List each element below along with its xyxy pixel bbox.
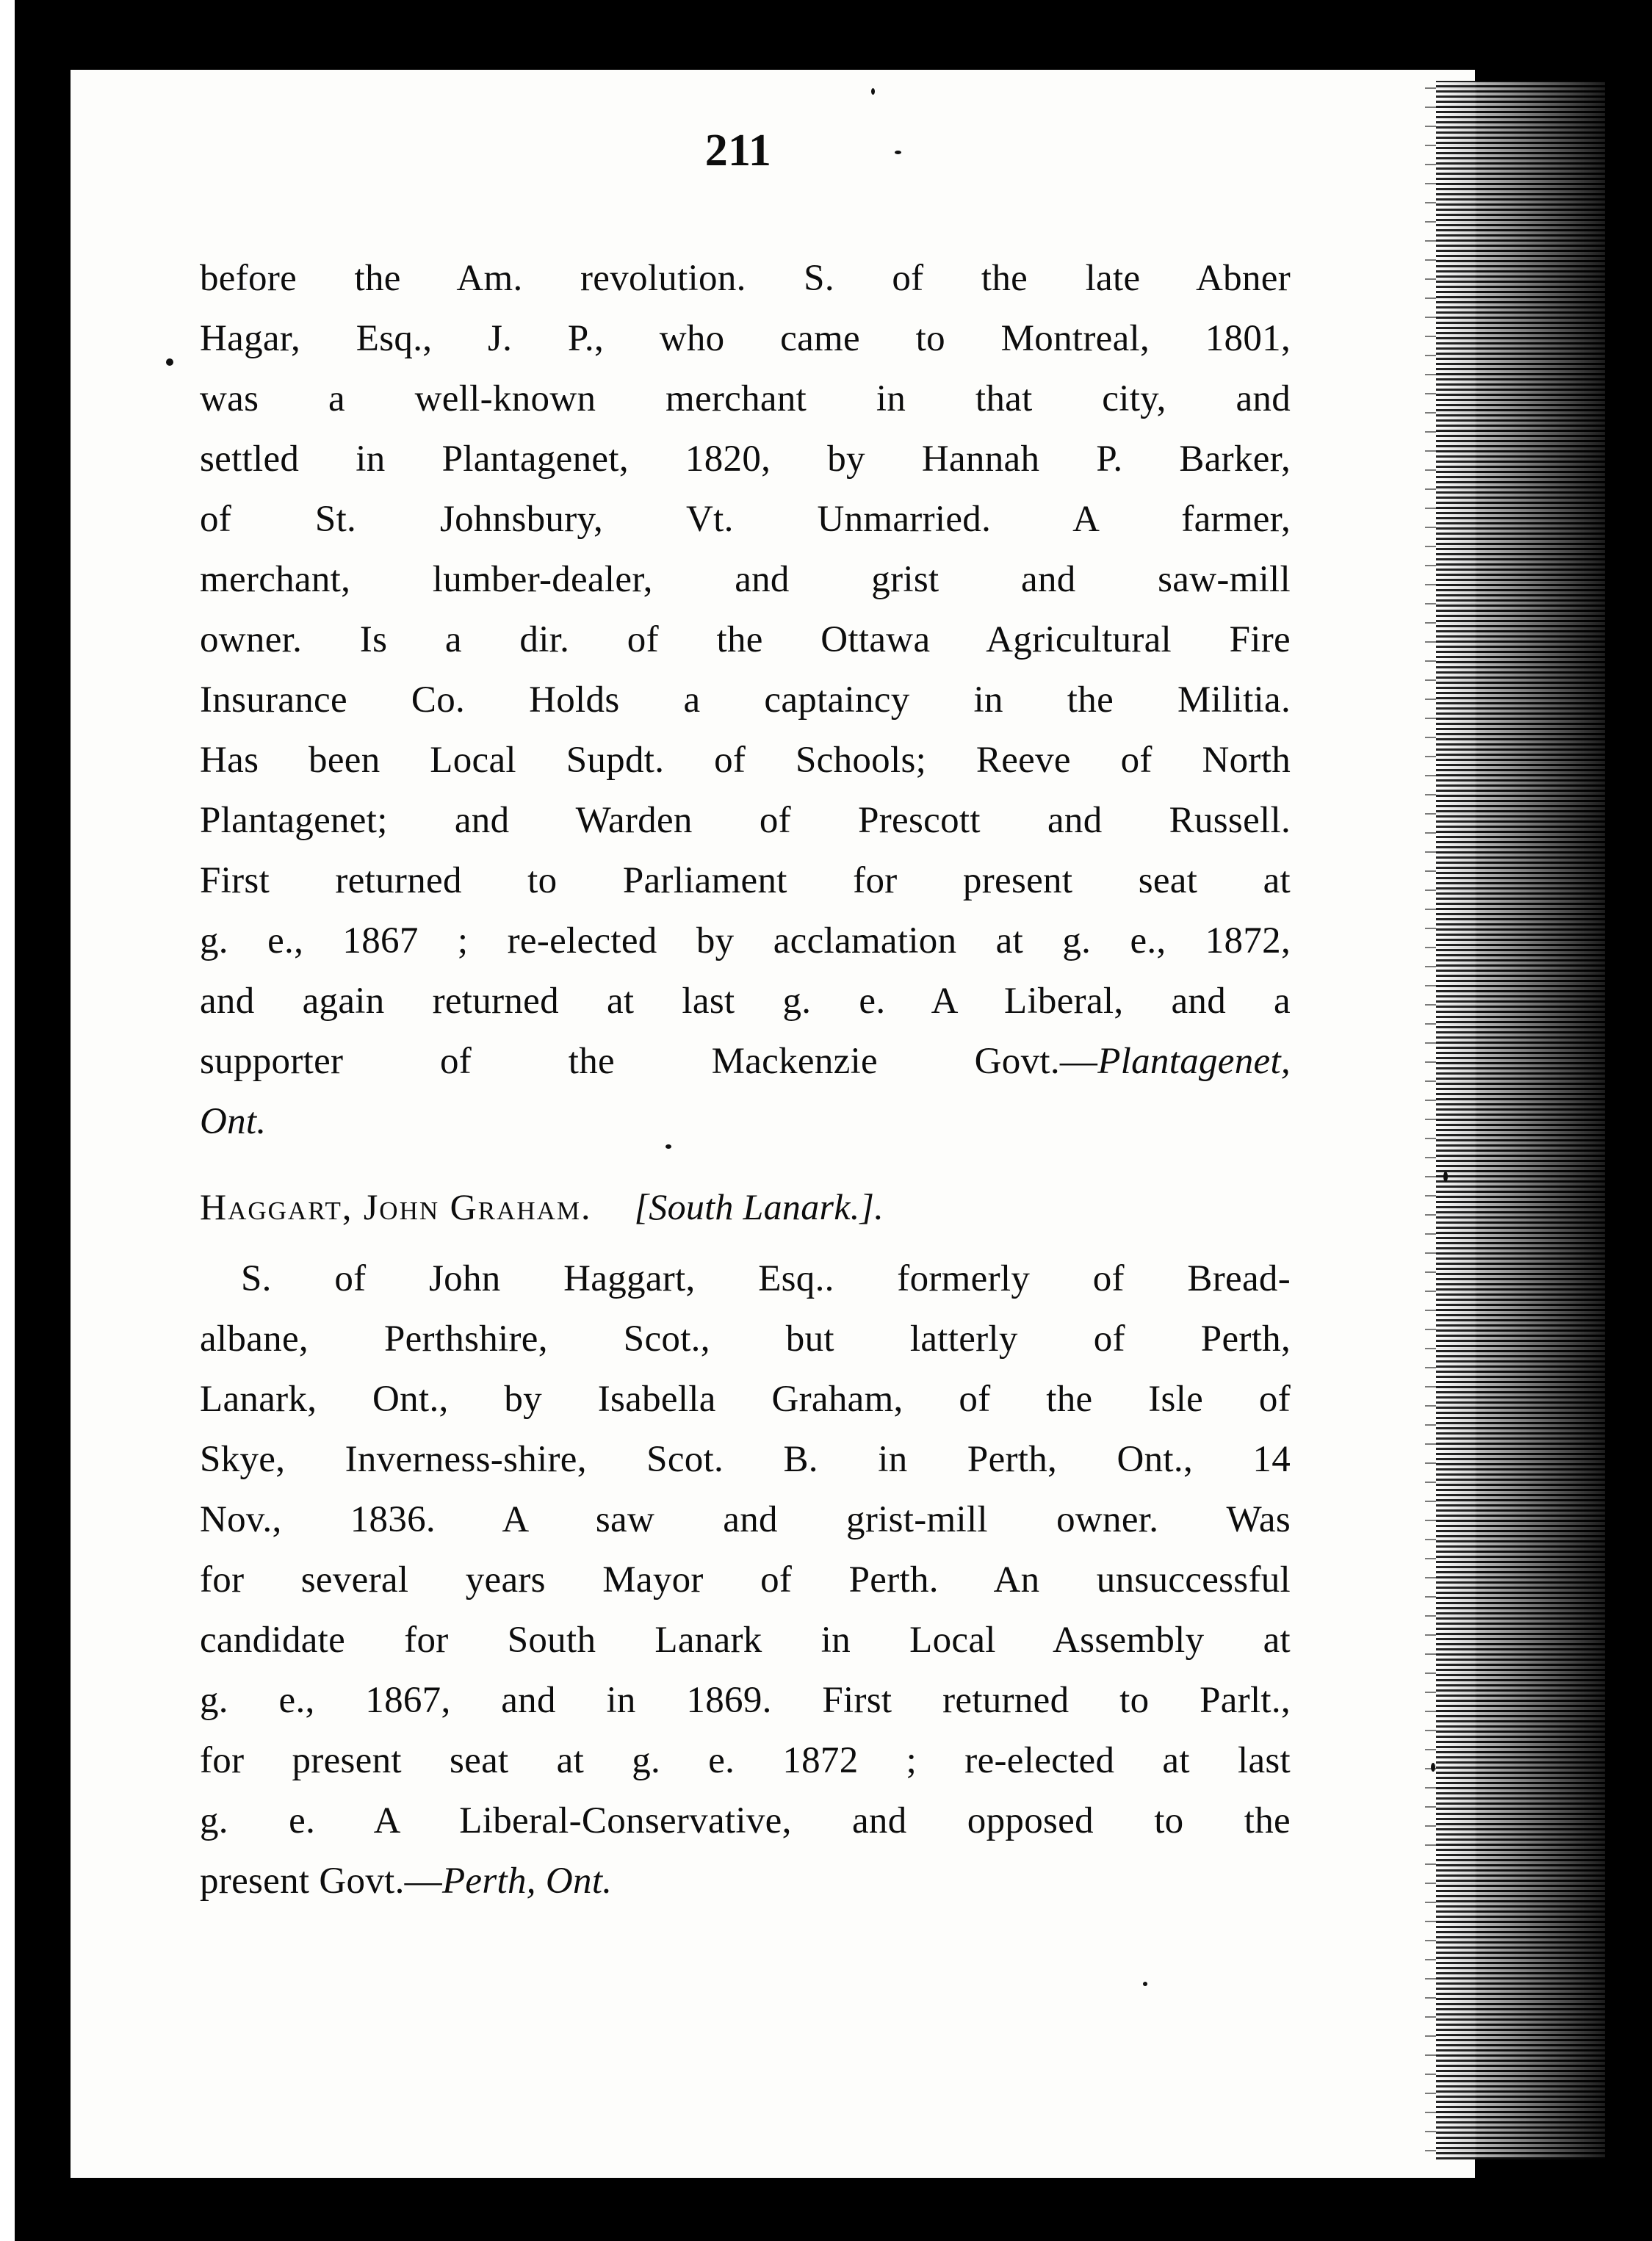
text-line: g. e., 1867 ; re-elected by acclamation at g. e., 1872, (200, 920, 1291, 961)
text-line: and again returned at last g. e. A Liberal, and a (200, 981, 1291, 1022)
text-line: for present seat at g. e. 1872 ; re-elected at last (200, 1740, 1291, 1781)
print-speck (1143, 1982, 1147, 1986)
print-speck (895, 151, 901, 154)
text-line: Has been Local Supdt. of Schools; Reeve of North (200, 740, 1291, 781)
entry-haggart-body (200, 1249, 1291, 1911)
text-line: g. e. A Liberal-Conservative, and opposed to the (200, 1800, 1291, 1841)
print-speck (1431, 1763, 1435, 1772)
residence-place: Plantagenet, (1097, 1041, 1291, 1082)
text-line: Insurance Co. Holds a captaincy in the Militia. (200, 679, 1291, 721)
text-line: for several years Mayor of Perth. An unsuccessful (200, 1559, 1291, 1601)
print-speck (166, 358, 173, 366)
text-line: Lanark, Ont., by Isabella Graham, of the Isle of (200, 1379, 1291, 1420)
left-margin-strip (0, 0, 15, 2241)
text-line: g. e., 1867, and in 1869. First returned to Parlt., (200, 1680, 1291, 1721)
text-line: First returned to Parliament for present seat at (200, 860, 1291, 901)
text-line: settled in Plantagenet, 1820, by Hannah P. Barker, (200, 439, 1291, 480)
book-page-edges (1436, 81, 1605, 2159)
member-name: Haggart, John Graham. (200, 1186, 592, 1227)
print-speck (871, 88, 875, 95)
entry-haggart-heading (200, 1181, 1291, 1233)
entry-hagar-body (200, 248, 1291, 1152)
text-line-with-residence (200, 1851, 1291, 1911)
text-line: owner. Is a dir. of the Ottawa Agricultural Fire (200, 619, 1291, 660)
constituency: [South Lanark.]. (634, 1186, 884, 1227)
text-line: before the Am. revolution. S. of the late Abner (200, 258, 1291, 299)
text-line: Plantagenet; and Warden of Prescott and Russell. (200, 800, 1291, 841)
text-line: was a well-known merchant in that city, and (200, 378, 1291, 419)
text-line: S. of John Haggart, Esq.. formerly of Bread- (241, 1258, 1291, 1299)
residence-province: Ont. (200, 1101, 267, 1142)
print-speck (666, 1144, 671, 1149)
text-line: merchant, lumber-dealer, and grist and saw-mill (200, 559, 1291, 600)
text-line-with-residence (200, 1031, 1291, 1091)
page-number: 211 (704, 126, 772, 176)
print-speck (1443, 1172, 1448, 1182)
text-fragment: supporter of the Mackenzie Govt.— (200, 1041, 1098, 1082)
text-line: of St. Johnsbury, Vt. Unmarried. A farmer, (200, 499, 1291, 540)
residence: Perth, Ont. (441, 1861, 613, 1902)
text-line: Hagar, Esq., J. P., who came to Montreal, 1801, (200, 318, 1291, 359)
text-fragment: present Govt.— (200, 1861, 442, 1902)
text-line: Skye, Inverness-shire, Scot. B. in Perth, Ont., 14 (200, 1439, 1291, 1480)
text-line: candidate for South Lanark in Local Assembly at (200, 1620, 1291, 1661)
text-line: albane, Perthshire, Scot., but latterly of Perth, (200, 1318, 1291, 1360)
text-line: Nov., 1836. A saw and grist-mill owner. Was (200, 1499, 1291, 1540)
